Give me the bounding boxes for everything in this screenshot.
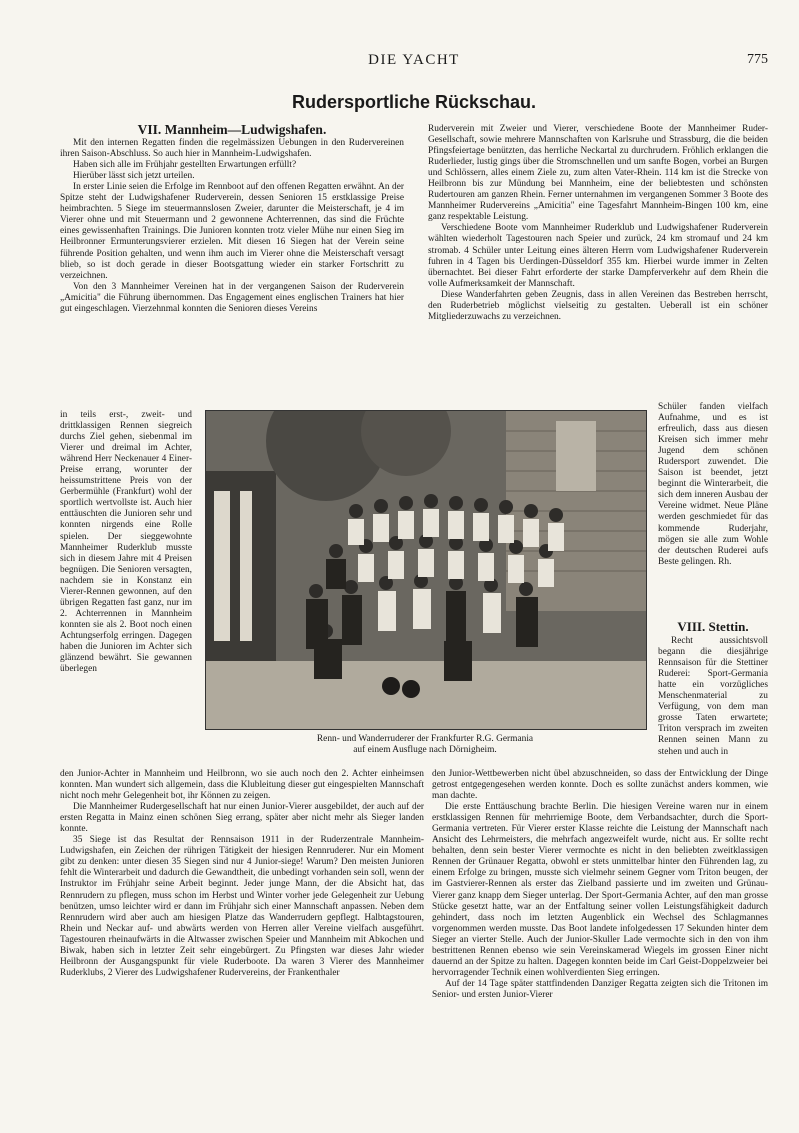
paragraph: Recht aussichtsvoll begann die diesjährige Rennsaison für die Stettiner Ruderei: Sport-Germania hatte ein vorzügliches Menschenmaterial zu Verfügung, von dem man grosse Taten erwartete; Triton versprach im zweiten Rennen seinen Mann zu stehen und auch in [658, 636, 768, 757]
paragraph: 35 Siege ist das Resultat der Rennsaison 1911 in der Ruderzentrale Mannheim-Ludwigshafen, ein Zeichen der rührigen Tätigkeit der hiesigen Rennruderer. Nur ein Moment gibt zu denken: unter diesen 35 Siegen sind nur 4 Junior-siege! Warum? Den meisten Junioren fehlt die Winterarbeit und dadurch die Gewandtheit, die unbedingt vorhanden sein soll, wenn der Instruktor im Frühjahr seine Arbeit beginnt. Jeder junge Mann, der die Absicht hat, das Rennrudern zu pflegen, muss schon im Herbst und Winter vorher jede Gelegenheit zur Uebung benützen, umso leichter wird er dann im Frühjahr sich einer Mannschaft anpassen. Neben dem Rennrudern wird aber auch am hiesigen Platze das Wanderrudern gepflegt. Halbtagstouren, Rhein und Neckar auf- und abwärts werden von Herren aller Vereine vielfach ausgeführt. Tagestouren rheinaufwärts in die Altwasser zwischen Speier und Mannheim mit Abkochen und Biwak, haben sich in letzter Zeit sehr eingebürgert. Zu Pfingsten war dieses Jahr wieder Heilbronn der Ausgangspunkt für viele Ruderboote. Da waren 3 Vierer des Mannheimer Ruderklubs, 2 Vierer des Ludwigshafener Rudervereins, der Frankenthaler [60, 835, 424, 978]
section-title-mannheim: VII. Mannheim—Ludwigshafen. [137, 122, 327, 137]
paragraph: den Junior-Achter in Mannheim und Heilbronn, wo sie auch noch den 2. Achter einheimsen konnten. Man wundert sich allgemein, dass die Klubleitung dieser gut eingespielten Mannschaft nicht noch mehr Gelegenheit bot, ihr Können zu zeigen. [60, 769, 424, 802]
column-left-bottom [60, 769, 424, 979]
paragraph: Hierüber lässt sich jetzt urteilen. [73, 171, 195, 182]
running-header [60, 52, 768, 72]
paragraph: in teils erst-, zweit- und drittklassigen Rennen siegreich durchs Ziel gehen, siebenmal im Vierer und dreimal im Achter, während Herr Neckenauer 4 Einer-Preise errang, worunter der heissumstrittene Preis von der Gerbermühle (Frankfurt) wohl der sportlich wertvollste ist. Auch hier enttäuschten die Junioren sehr und konnten nirgends eine Rolle spielen. Der sieggewohnte Mannheimer Ruderklub musste sich in diesem Jahre mit 4 Preisen begnügen. Die Senioren versagten, nachdem sie in Konstanz ein Vierer-Rennen gewonnen, auf den übrigen Regatten fast ganz, nur im 2. Achterrennen in Mannheim konnten sie als 2. Boot noch einen Achtungserfolg erringen. Dagegen haben die Junioren im Achter sich glänzend bewährt. Sie gewannen überlegen [60, 410, 192, 675]
caption-line: Renn- und Wanderruderer der Frankfurter R.G. Germania [316, 734, 534, 744]
article-title: Rudersportliche Rückschau. [291, 92, 537, 112]
column-right-top [428, 124, 768, 323]
paragraph: Mit den internen Regatten finden die regelmässizen Uebungen in den Rudervereinen ihren Saison-Abschluss. So auch hier in Mannheim-Ludwigshafen. [60, 138, 404, 160]
column-left-top [60, 124, 404, 315]
paragraph: Von den 3 Mannheimer Vereinen hat in der vergangenen Saison der Ruderverein „Amicitia" die Führung übernommen. Das Engagement eines englischen Trainers hat hier gut eingeschlagen. Vierzehnmal konnten die Senioren dieses Vereins [60, 281, 404, 314]
paragraph: den Junior-Wettbewerben nicht übel abzuschneiden, so dass der Entwicklung der Dinge getrost entgegengesehen werden konnte. Doch es sollte zunächst anders kommen, wie man dachte. [432, 769, 768, 802]
paragraph: Die erste Enttäuschung brachte Berlin. Die hiesigen Vereine waren nur in einem erstklassigen Rennen für mehrriemige Boote, dem Verbandsachter, durch die Sport-Germania vertreten. Für Vierer erster Klasse reichte die Leistung der Mannschaft nach Ansicht des Lehrmeisters, die mehrfach angezweifelt wurde, nicht aus. Er sollte recht behalten, denn sein bester Vierer vermochte es nicht in den beliebten zweitklassigen Rennen der Grünauer Regatta, obwohl er stets unmittelbar hinter den Führenden lag, zu einem Erfolge zu bringen, musste sich vielmehr seinem Gegner vom Triton beugen, der im Gastvierer-Rennen als erster das Zielband passierte und im zweiten und Grünau-Vierer ganz knapp dem Sieger unterlag. Der Sport-Germania Achter, auf den man grosse Stücke gesetzt hatte, war an der Entfaltung seiner vollen Leistungsfähigkeit dadurch gehindert, dass noch im letzten Augenblick ein Wechsel des Schlagmannes vorgenommen werden musste. Das Boot landete infolgedessen 17 Sekunden hinter dem Sieger an vierter Stelle. Auch der Junior-Skuller Lade vermochte sich in den von ihm bestrittenen Rennen ebenso wie sein Vereinskamerad Wiegels im grossen Einer nicht dauernd an der Spitze zu halten. Dagegen konnten beide im Carl Geist-Doppelzweier bei hervorragender Technik einen wohlverdienten Sieg erringen. [432, 802, 768, 978]
paragraph: Schüler fanden vielfach Aufnahme, und es ist erfreulich, dass aus diesen Kreisen sich immer mehr Jugend dem schönen Rudersport zuwendet. Die Saison ist beendet, jetzt beginnt die Winterarbeit, die sich dem inneren Ausbau der Vereine widmet. Neue Pläne werden geschmiedet für das kommende Ruderjahr, mögen sie alle zum Wohle der deutschen Ruderei aufs Beste gelingen. Rh. [658, 402, 768, 567]
column-right-narrow-lower [658, 621, 768, 758]
paragraph: Diese Wanderfahrten geben Zeugnis, dass in allen Vereinen das Bestreben herrscht, den Ruderbetrieb möglichst vielseitig zu gestalten. Ueberall ist ein schöner Mitgliederzuwachs zu verzeichnen. [428, 289, 768, 322]
column-right-narrow-upper [658, 402, 768, 568]
paragraph: In erster Linie seien die Erfolge im Rennboot auf den offenen Regatten erwähnt. An der Spitze steht der Ludwigshafener Ruderverein, dessen Senioren 15 erstklassige Preise heimbrachten. 5 Siege im steuermannslosen Zweier, darunter die Meisterschaft, je 4 im Vierer ohne und mit Steuermann und 2 gewonnene Achterrennen, das sind die Früchte eines gewissenhaften Trainings. Die Junioren konnten trotz vieler Mühe nur einen Sieg im Heilbronner Ermunterungsvierer erzielen. Mit diesen 16 Siegen hat der Verein seine führende Position gehalten, und wenn ihm auch im Vierer ohne die Meisterschaft versagt blieb, so ist doch gerade in dieser Bootsgattung wieder ein starker Fortschritt zu verzeichnen. [60, 182, 404, 281]
paragraph: Haben sich alle im Frühjahr gestellten Erwartungen erfüllt? [73, 160, 297, 171]
page-number: 775 [747, 52, 768, 67]
paragraph: Verschiedene Boote vom Mannheimer Ruderklub und Ludwigshafener Ruderverein wählten wiederholt Tagestouren nach Speier und zurück, 24 km stromauf und 24 km stromab. 4 Schüler unter Leitung eines älteren Herrn vom Ludwigshafener Ruderverein fuhren in 4 Tagen bis Uerdingen-Düsseldorf 355 km. Hierbei wurde immer in Zelten übernachtet. Bei dieser Fahrt erforderte der starke Dampferverkehr auf dem Rhein die volle Aufmerksamkeit der Mannschaft. [428, 223, 768, 289]
group-photo [205, 410, 647, 730]
caption-line: auf einem Ausfluge nach Dörnigheim. [353, 745, 497, 755]
column-right-bottom [432, 769, 768, 1001]
photo-illustration [206, 411, 646, 729]
figure-caption [205, 734, 645, 756]
paragraph: Die Mannheimer Rudergesellschaft hat nur einen Junior-Vierer ausgebildet, der auch auf der ersten Regatta in Mainz einen schönen Sieg errang, später aber nicht mehr als Sieger landen konnte. [60, 802, 424, 835]
paragraph: Auf der 14 Tage später stattfindenden Danziger Regatta zeigten sich die Tritonen im Senior- und ersten Junior-Vierer [432, 978, 768, 1000]
column-left-narrow [60, 410, 192, 675]
running-title: DIE YACHT [368, 52, 460, 68]
section-title-stettin: VIII. Stettin. [677, 619, 749, 634]
paragraph: Ruderverein mit Zweier und Vierer, verschiedene Boote der Mannheimer Ruder-Gesellschaft, sowie mehrere Mannschaften von Karlsruhe und Strassburg, die die beiden Pfingsfeiertage benützten, das herrliche Neckartal zu durchrudern. Fröhlich erklangen die Ruderlieder, lustig gings über die Stromschnellen und um sanfte Bogen, vorbei an Burgen und Schlössern, alles einem Ziele zu, zum alten Vater-Rhein. 114 km ist die Strecke von Heilbronn bis zur Mündung bei Mannheim, eine der beliebtesten und schönsten Rudertouren am ganzen Rhein. Ferner unternahmen im vergangenen Sommer 3 Boote des Mannheimer Rudervereins „Amicitia" eine Tagesfahrt Mannheim-Bingen 100 km, eine ganz respektable Leistung. [428, 124, 768, 223]
